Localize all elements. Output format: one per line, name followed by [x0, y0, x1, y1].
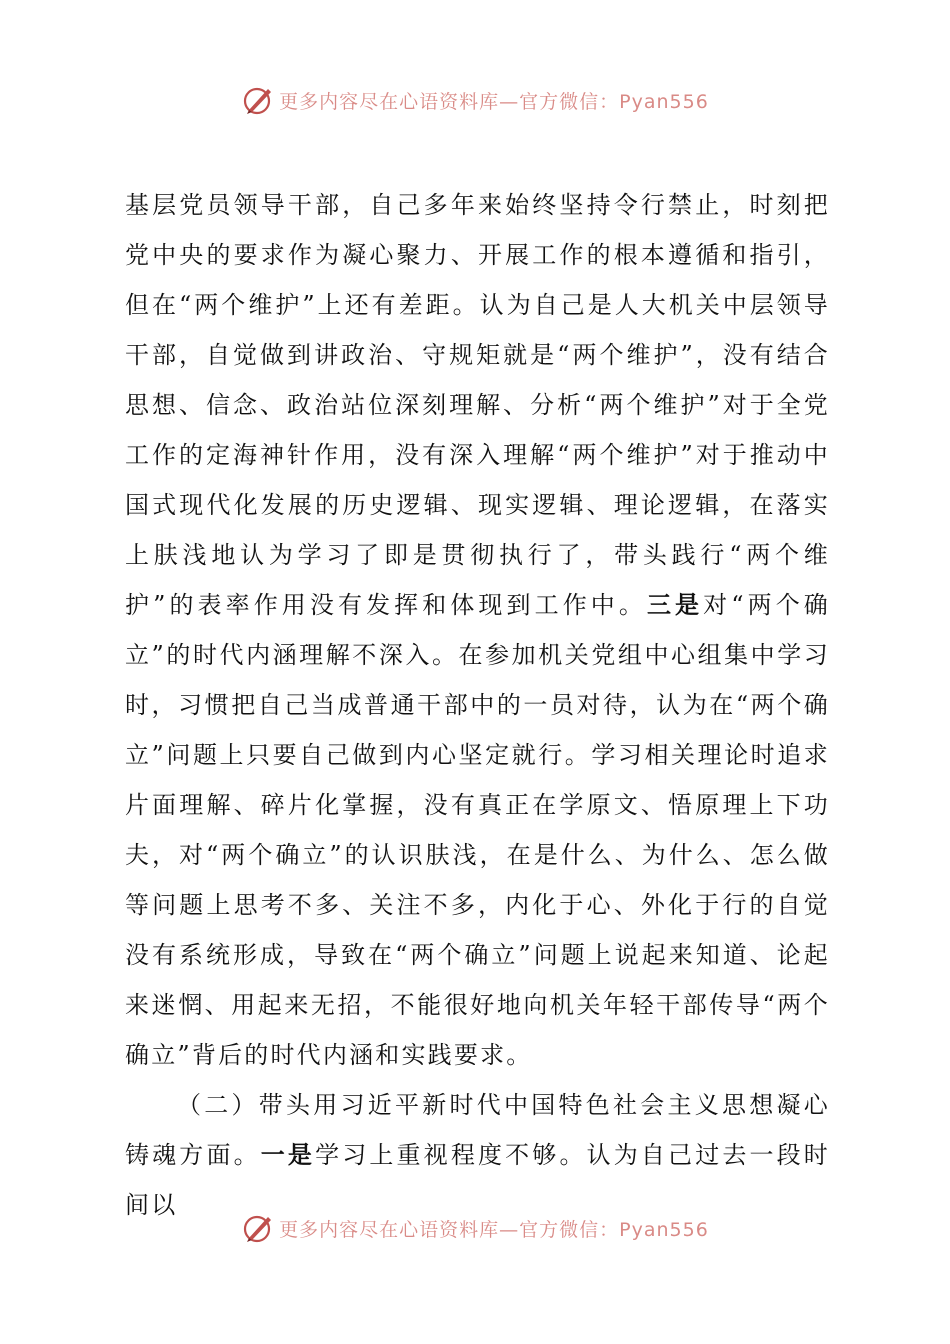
watermark-text: 更多内容尽在心语资料库—官方微信： [279, 1218, 620, 1241]
text-run: 基层党员领导干部，自己多年来始终坚持令行禁止，时刻把党中央的要求作为凝心聚力、开展工作的根本遵循和指引，但在“两个维护”上还有差距。认为自己是人大机关中层领导干部，自觉做到讲政治、守规矩就是“两个维护”，没有结合思想、信念、政治站位深刻理解、分析“两个维护”对于全党工作的定海神针作用，没有深入理解“两个维护”对于推动中国式现代化发展的历史逻辑、现实逻辑、理论逻辑，在落实上肤浅地认为学习了即是贯彻执行了，带头践行“两个维护”的表率作用没有发挥和体现到工作中。 [125, 191, 830, 619]
pen-logo-icon [241, 83, 275, 117]
watermark-wechat-id: Pyan556 [619, 1218, 709, 1241]
text-run: 学习上重视程度不够。认为自己过去一段时间以 [125, 1141, 830, 1219]
pen-logo-icon [241, 1211, 275, 1245]
paragraph-1 [125, 180, 830, 1080]
header-watermark [0, 80, 950, 120]
text-run: 对“两个确立”的时代内涵理解不深入。在参加机关党组中心组集中学习时，习惯把自己当成普通干部中的一员对待，认为在“两个确立”问题上只要自己做到内心坚定就行。学习相关理论时追求片面理解、碎片化掌握，没有真正在学原文、悟原理上下功夫，对“两个确立”的认识肤浅，在是什么、为什么、怎么做等问题上思考不多、关注不多，内化于心、外化于行的自觉没有系统形成，导致在“两个确立”问题上说起来知道、论起来迷惘、用起来无招，不能很好地向机关年轻干部传导“两个确立”背后的时代内涵和实践要求。 [125, 591, 830, 1069]
footer-watermark [0, 1208, 950, 1248]
section-heading: （二）带头用习近平新时代中国特色社会主义思想凝心铸魂方面。 [125, 1091, 830, 1169]
document-body [125, 180, 830, 1230]
bold-marker: 三是 [646, 590, 704, 619]
watermark-text: 更多内容尽在心语资料库—官方微信： [279, 90, 620, 113]
watermark-wechat-id: Pyan556 [619, 90, 709, 113]
bold-marker: 一是 [260, 1140, 316, 1169]
